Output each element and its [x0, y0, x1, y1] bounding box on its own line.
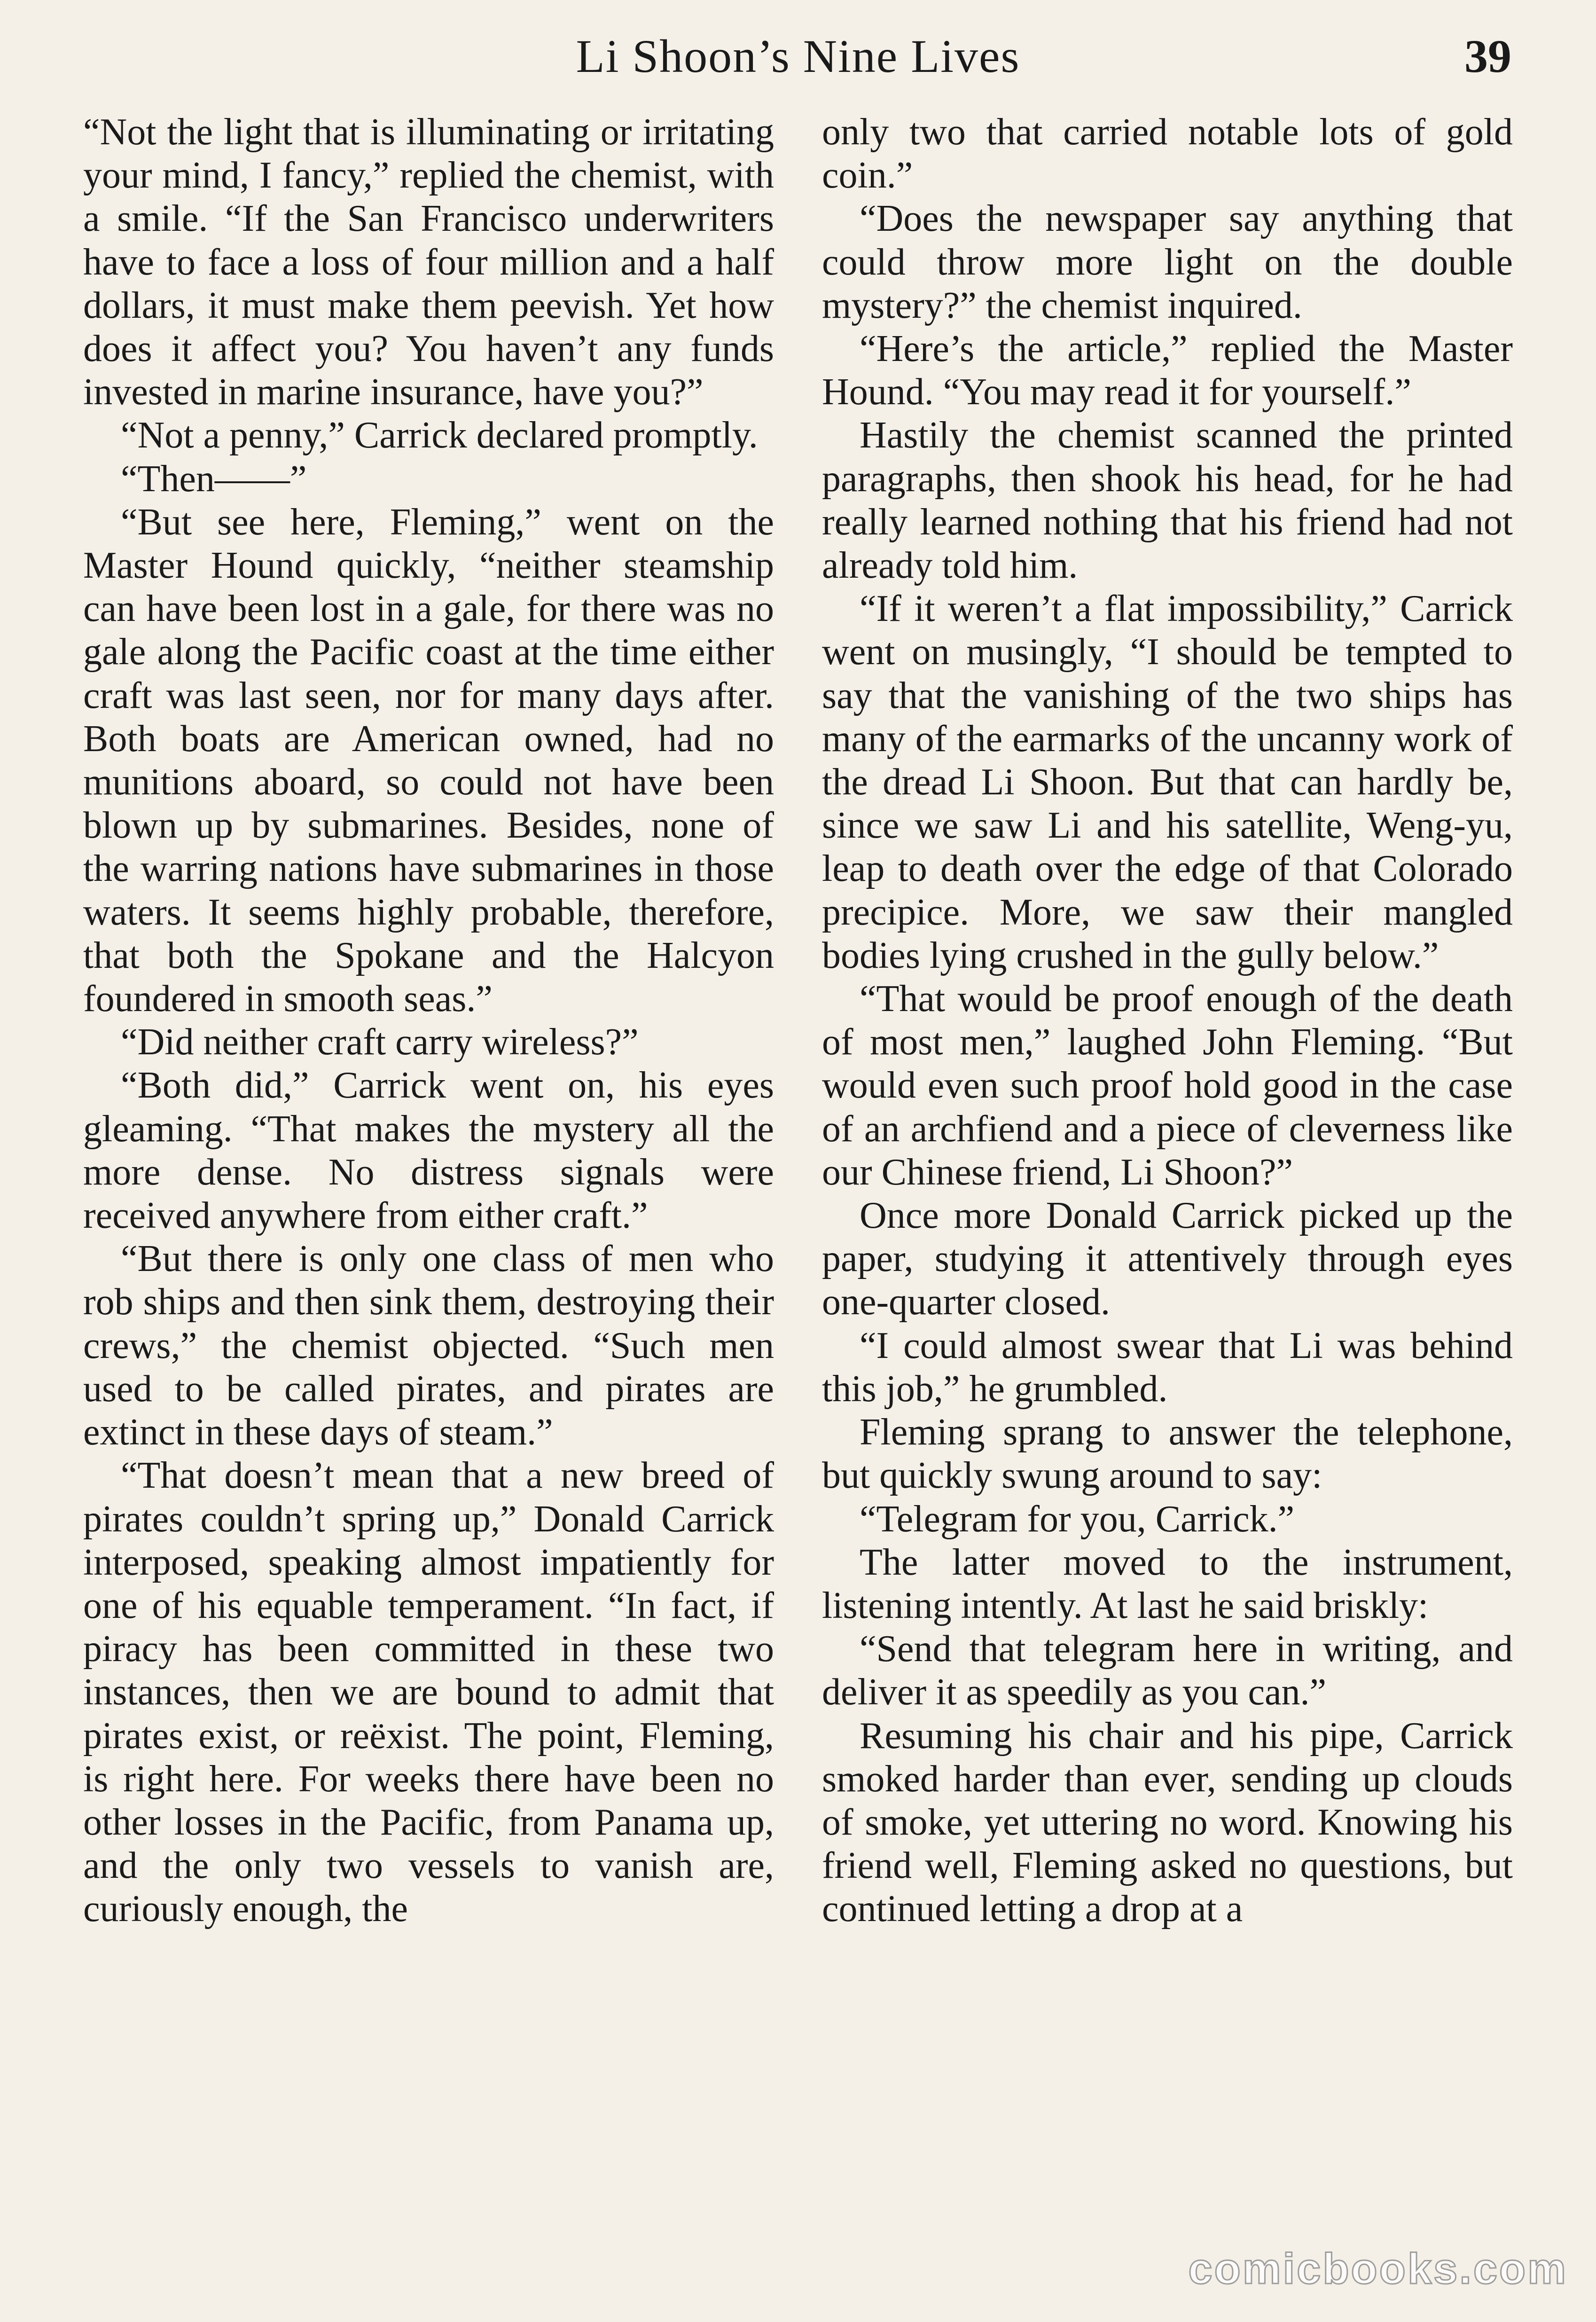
- paragraph: Resuming his chair and his pipe, Carrick smoked harder than ever, sending up clouds of smoke, yet uttering no word. Knowing his friend well, Fleming asked no questions, but continued letting a drop at a: [822, 1715, 1513, 1930]
- right-column: [822, 110, 1513, 1931]
- paragraph: The latter moved to the instrument, listening intently. At last he said briskly:: [822, 1541, 1513, 1626]
- paragraph: “That would be proof enough of the death of most men,” laughed John Fleming. “But would even such proof hold good in the case of an archfiend and a piece of cleverness like our Chinese friend, Li Shoon?”: [822, 978, 1513, 1193]
- paragraph: Fleming sprang to answer the telephone, but quickly swung around to say:: [822, 1412, 1513, 1497]
- paragraph: “Send that telegram here in writing, and deliver it as speedily as you can.”: [822, 1628, 1513, 1713]
- paragraph: “I could almost swear that Li was behind this job,” he grumbled.: [822, 1325, 1513, 1410]
- page-header: [0, 26, 1596, 87]
- paragraph: “Telegram for you, Carrick.”: [860, 1498, 1295, 1540]
- paragraph: “Does the newspaper say anything that could throw more light on the double mystery?” the chemist inquired.: [822, 198, 1513, 326]
- paragraph: “Did neither craft carry wireless?”: [121, 1021, 639, 1063]
- paragraph: “That doesn’t mean that a new breed of pirates couldn’t spring up,” Donald Carrick interposed, speaking almost impatiently for one of his equable temperament. “In fact, if piracy has been committed in these two instances, then we are bound to admit that pirates exist, or reëxist. The point, Fleming, is right here. For weeks there have been no other losses in the Pacific, from Panama up, and the only two vessels to vanish are, curiously enough, the: [83, 1455, 774, 1930]
- paragraph: “Here’s the article,” replied the Master Hound. “You may read it for yourself.”: [822, 328, 1513, 413]
- paragraph: “Not a penny,” Carrick declared promptly.: [121, 415, 758, 456]
- paragraph: “But there is only one class of men who rob ships and then sink them, destroying their crews,” the chemist objected. “Such men used to be called pirates, and pirates are extinct in these days of steam.”: [83, 1238, 774, 1453]
- paragraph: Hastily the chemist scanned the printed paragraphs, then shook his head, for he had really learned nothing that his friend had not already told him.: [822, 415, 1513, 587]
- paragraph: “Both did,” Carrick went on, his eyes gleaming. “That makes the mystery all the more dense. No distress signals were received anywhere from either craft.”: [83, 1065, 774, 1237]
- watermark: comicbooks.com: [1188, 2245, 1568, 2293]
- paragraph: “Not the light that is illuminating or irritating your mind, I fancy,” replied the chemist, with a smile. “If the San Francisco underwriters have to face a loss of four million and a half dollars, it must make them peevish. Yet how does it affect you? You haven’t any funds invested in marine insurance, have you?”: [83, 111, 774, 413]
- paragraph: Once more Donald Carrick picked up the paper, studying it attentively through eyes one-quarter closed.: [822, 1195, 1513, 1323]
- running-title: Li Shoon’s Nine Lives: [576, 30, 1020, 82]
- page-number: 39: [1464, 30, 1511, 82]
- paragraph: “If it weren’t a flat impossibility,” Carrick went on musingly, “I should be tempted to say that the vanishing of the two ships has many of the earmarks of the uncanny work of the dread Li Shoon. But that can hardly be, since we saw Li and his satellite, Weng-yu, leap to death over the edge of that Colorado precipice. More, we saw their mangled bodies lying crushed in the gully below.”: [822, 588, 1513, 976]
- left-column: [83, 110, 774, 1931]
- paragraph: “Then——”: [121, 458, 307, 500]
- paragraph: “But see here, Fleming,” went on the Master Hound quickly, “neither steamship can have been lost in a gale, for there was no gale along the Pacific coast at the time either craft was last seen, nor for many days after. Both boats are American owned, had no munitions aboard, so could not have been blown up by submarines. Besides, none of the warring nations have submarines in those waters. It seems highly probable, therefore, that both the Spokane and the Halcyon foundered in smooth seas.”: [83, 501, 774, 1020]
- paragraph: only two that carried notable lots of gold coin.”: [822, 111, 1513, 196]
